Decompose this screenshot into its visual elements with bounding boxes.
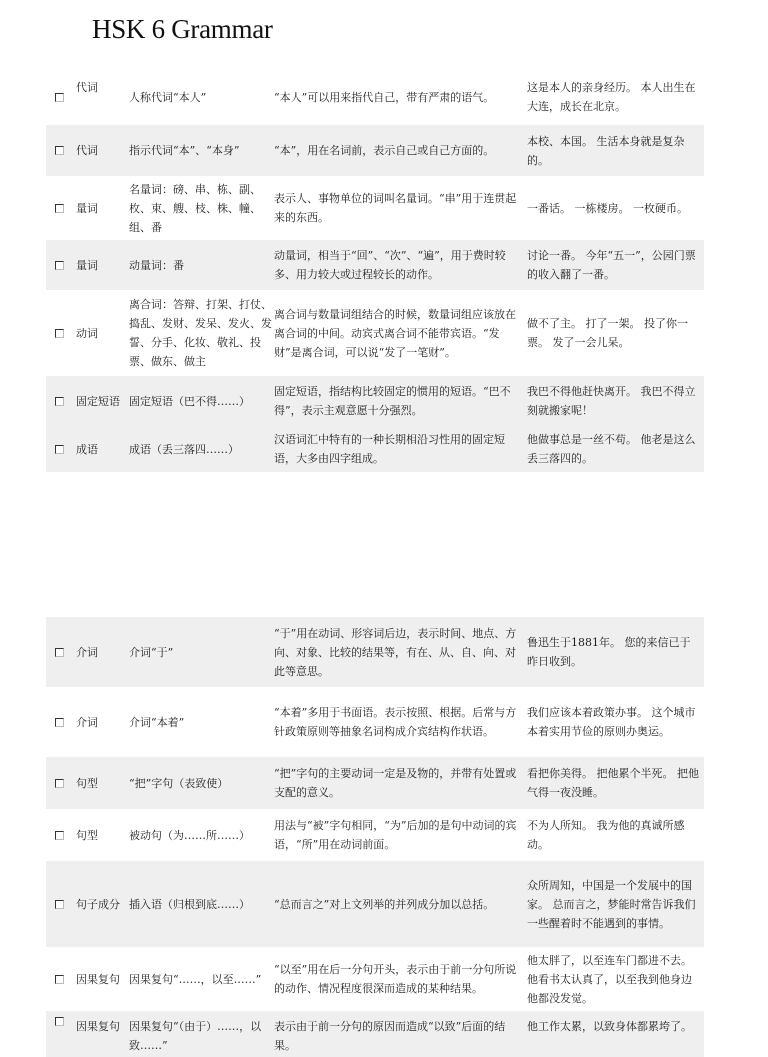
category-cell: 成语 bbox=[76, 442, 98, 456]
page-title: HSK 6 Grammar bbox=[92, 14, 273, 44]
example-cell: 他做事总是一丝不苟。 他老是这么丢三落四的。 bbox=[527, 433, 696, 465]
row-checkbox[interactable] bbox=[55, 397, 64, 406]
category-cell: 句子成分 bbox=[76, 897, 120, 911]
row-checkbox[interactable] bbox=[55, 204, 64, 213]
example-cell: 这是本人的亲身经历。 本人出生在大连，成长在北京。 bbox=[527, 81, 696, 113]
table-row bbox=[46, 1011, 704, 1057]
row-checkbox[interactable] bbox=[55, 648, 64, 657]
row-checkbox[interactable] bbox=[55, 718, 64, 727]
row-checkbox[interactable] bbox=[55, 900, 64, 909]
row-checkbox[interactable] bbox=[55, 93, 64, 102]
category-cell: 动词 bbox=[76, 326, 98, 340]
explanation-cell: 汉语词汇中特有的一种长期相沿习性用的固定短语，大多由四字组成。 bbox=[274, 433, 505, 465]
example-cell: 做不了主。 打了一架。 投了你一票。 发了一会儿呆。 bbox=[527, 317, 688, 349]
table-row bbox=[46, 947, 704, 1011]
example-cell: 他工作太累，以致身体都累垮了。 bbox=[527, 1020, 692, 1033]
category-cell: 句型 bbox=[76, 828, 98, 842]
example-cell: 不为人所知。 我为他的真诚所感动。 bbox=[527, 819, 685, 851]
explanation-cell: 固定短语，指结构比较固定的惯用的短语。“巴不得”，表示主观意愿十分强烈。 bbox=[274, 385, 511, 417]
item-cell: 名量词：磅、串、栋、副、枚、束、艘、枝、株、幢、组、番 bbox=[129, 182, 261, 234]
category-cell: 代词 bbox=[76, 81, 98, 94]
item-cell: 离合词：答辩、打架、打仗、捣乱、发财、发呆、发火、发誓、分手、化妆、敬礼、投票、做东、做主 bbox=[129, 298, 272, 368]
example-cell: 他太胖了，以至连车门都进不去。 他看书太认真了，以至我到他身边他都没发觉。 bbox=[527, 953, 692, 1005]
grammar-table-1 bbox=[46, 72, 704, 472]
row-checkbox[interactable] bbox=[55, 329, 64, 338]
item-cell: 动量词：番 bbox=[129, 258, 184, 272]
item-cell: 指示代词“本”、“本身” bbox=[129, 144, 240, 157]
item-cell: 人称代词“本人” bbox=[129, 90, 207, 104]
row-checkbox[interactable] bbox=[55, 445, 64, 454]
explanation-cell: 离合词与数量词组结合的时候，数量词组应该放在离合词的中间。动宾式离合词不能带宾语。“发财”是离合词，可以说“发了一笔财”。 bbox=[274, 307, 516, 359]
item-cell: 因果复句“（由于）……，以致……” bbox=[129, 1020, 262, 1052]
example-cell: 讨论一番。 今年“五一”，公园门票的收入翻了一番。 bbox=[527, 249, 696, 281]
explanation-cell: 表示人、事物单位的词叫名量词。“串”用于连贯起来的东西。 bbox=[274, 192, 517, 224]
table-row bbox=[46, 426, 704, 472]
category-cell: 介词 bbox=[76, 715, 98, 729]
item-cell: 固定短语（巴不得……） bbox=[129, 394, 250, 408]
category-cell: 量词 bbox=[76, 258, 98, 272]
table-row bbox=[46, 809, 704, 861]
example-cell: 本校、本国。 生活本身就是复杂的。 bbox=[527, 134, 685, 167]
grammar-table-2 bbox=[46, 617, 704, 1057]
example-cell: 鲁迅生于1881年。 您的来信已于昨日收到。 bbox=[527, 636, 691, 668]
example-cell: 我巴不得他赶快离开。 我巴不得立刻就搬家呢！ bbox=[527, 385, 696, 417]
explanation-cell: 动量词，相当于“回”、“次”、“遍”，用于费时较多、用力较大或过程较长的动作。 bbox=[274, 249, 506, 281]
explanation-cell: “本人”可以用来指代自己，带有严肃的语气。 bbox=[274, 90, 495, 104]
row-checkbox[interactable] bbox=[55, 1017, 64, 1026]
item-cell: 成语（丢三落四……） bbox=[129, 442, 239, 456]
item-cell: 因果复句“……，以至……” bbox=[129, 972, 262, 986]
row-checkbox[interactable] bbox=[55, 975, 64, 984]
table-row bbox=[46, 72, 704, 122]
category-cell: 因果复句 bbox=[76, 1020, 120, 1033]
category-cell: 量词 bbox=[76, 201, 98, 215]
example-cell: 众所周知，中国是一个发展中的国家。 总而言之，梦能时常告诉我们一些醒着时不能遇到的事情。 bbox=[527, 878, 696, 930]
explanation-cell: “本着”多用于书面语。表示按照、根据。后常与方针政策原则等抽象名词构成介宾结构作状语。 bbox=[274, 706, 517, 738]
category-cell: 句型 bbox=[76, 776, 98, 790]
row-checkbox[interactable] bbox=[55, 261, 64, 270]
table-row bbox=[46, 757, 704, 809]
table-row bbox=[46, 376, 704, 426]
item-cell: “把”字句（表致使） bbox=[129, 776, 229, 790]
category-cell: 介词 bbox=[76, 645, 98, 659]
explanation-cell: “以至”用在后一分句开头，表示由于前一分句所说的动作、情况程度很深而造成的某种结果。 bbox=[274, 963, 517, 995]
row-checkbox[interactable] bbox=[55, 146, 64, 155]
explanation-cell: “总而言之”对上文列举的并列成分加以总括。 bbox=[274, 897, 495, 911]
explanation-cell: “于”用在动词、形容词后边，表示时间、地点、方向、对象、比较的结果等，有在、从、自、向、对此等意思。 bbox=[274, 626, 517, 678]
item-cell: 介词“于” bbox=[129, 645, 174, 659]
table-row bbox=[46, 290, 704, 376]
table-row bbox=[46, 176, 704, 240]
table-row bbox=[46, 617, 704, 687]
explanation-cell: “把”字句的主要动词一定是及物的，并带有处置或支配的意义。 bbox=[274, 767, 517, 799]
item-cell: 插入语（归根到底……） bbox=[129, 897, 250, 911]
explanation-cell: “本”，用在名词前，表示自己或自己方面的。 bbox=[274, 144, 495, 157]
category-cell: 代词 bbox=[76, 144, 98, 157]
item-cell: 被动句（为……所……） bbox=[129, 828, 250, 842]
explanation-cell: 表示由于前一分句的原因而造成“以致”后面的结果。 bbox=[274, 1020, 506, 1052]
row-checkbox[interactable] bbox=[55, 831, 64, 840]
category-cell: 固定短语 bbox=[76, 394, 120, 408]
table-row bbox=[46, 687, 704, 757]
row-checkbox[interactable] bbox=[55, 779, 64, 788]
example-cell: 我们应该本着政策办事。 这个城市本着实用节俭的原则办奥运。 bbox=[527, 706, 696, 738]
table-row bbox=[46, 861, 704, 947]
item-cell: 介词“本着” bbox=[129, 715, 185, 729]
table-row bbox=[46, 125, 704, 176]
explanation-cell: 用法与“被”字句相同，“为”后加的是句中动词的宾语，“所”用在动词前面。 bbox=[274, 819, 517, 851]
table-row bbox=[46, 240, 704, 290]
category-cell: 因果复句 bbox=[76, 972, 120, 986]
example-cell: 看把你美得。 把他累个半死。 把他气得一夜没睡。 bbox=[527, 767, 699, 799]
example-cell: 一番话。 一栋楼房。 一枚硬币。 bbox=[527, 201, 688, 215]
